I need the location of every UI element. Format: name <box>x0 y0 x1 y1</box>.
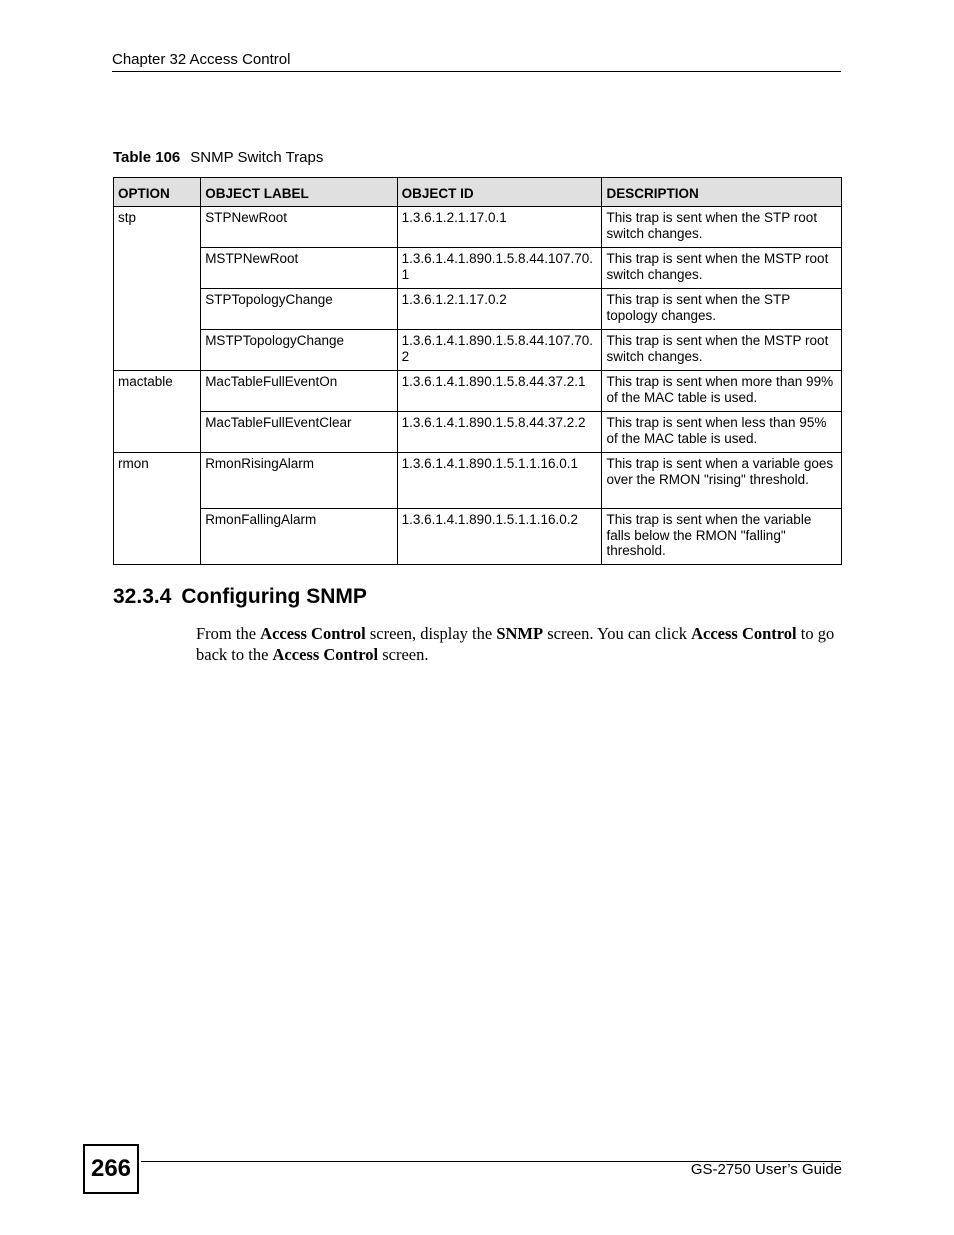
header-divider <box>112 71 841 72</box>
page-number: 266 <box>83 1144 139 1194</box>
table-row <box>114 330 842 371</box>
table-row <box>114 248 842 289</box>
object-id-cell: 1.3.6.1.2.1.17.0.1 <box>397 207 602 248</box>
column-header-object-id: OBJECT ID <box>397 178 602 207</box>
table-row <box>114 371 842 412</box>
paragraph-text: screen, display the <box>365 624 497 643</box>
paragraph-bold-term: Access Control <box>691 624 797 643</box>
table-row <box>114 509 842 565</box>
chapter-header: Chapter 32 Access Control <box>112 51 291 68</box>
table-caption-number: Table 106 <box>113 149 181 166</box>
description-cell: This trap is sent when the MSTP root switch changes. <box>602 330 842 371</box>
table-caption <box>113 149 323 166</box>
object-label-cell: MacTableFullEventOn <box>201 371 397 412</box>
object-label-cell: STPTopologyChange <box>201 289 397 330</box>
object-label-cell: RmonFallingAlarm <box>201 509 397 565</box>
column-header-object-label: OBJECT LABEL <box>201 178 397 207</box>
paragraph-text: screen. <box>378 644 429 664</box>
section-heading <box>113 585 367 609</box>
section-number: 32.3.4 <box>113 585 172 608</box>
object-id-cell: 1.3.6.1.4.1.890.1.5.8.44.37.2.1 <box>397 371 602 412</box>
object-id-cell: 1.3.6.1.2.1.17.0.2 <box>397 289 602 330</box>
description-cell: This trap is sent when the STP topology changes. <box>602 289 842 330</box>
paragraph-text: From the <box>196 624 261 643</box>
snmp-traps-table <box>113 177 842 565</box>
object-label-cell: STPNewRoot <box>201 207 397 248</box>
object-id-cell: 1.3.6.1.4.1.890.1.5.1.1.16.0.2 <box>397 509 602 565</box>
footer-guide-title: GS-2750 User’s Guide <box>690 1161 842 1178</box>
option-cell: rmon <box>114 453 201 565</box>
object-label-cell: MacTableFullEventClear <box>201 412 397 453</box>
object-label-cell: RmonRisingAlarm <box>201 453 397 509</box>
paragraph-bold-term: SNMP <box>496 624 544 643</box>
object-label-cell: MSTPTopologyChange <box>201 330 397 371</box>
table-caption-title: SNMP Switch Traps <box>190 149 324 166</box>
description-cell: This trap is sent when the STP root switch changes. <box>602 207 842 248</box>
table-row <box>114 207 842 248</box>
description-cell: This trap is sent when less than 95% of the MAC table is used. <box>602 412 842 453</box>
table-header-row <box>114 178 842 207</box>
table-row <box>114 289 842 330</box>
table-row <box>114 453 842 509</box>
description-cell: This trap is sent when more than 99% of the MAC table is used. <box>602 371 842 412</box>
paragraph-text: screen. You can click <box>543 624 692 643</box>
table-row <box>114 412 842 453</box>
object-id-cell: 1.3.6.1.4.1.890.1.5.8.44.37.2.2 <box>397 412 602 453</box>
object-id-cell: 1.3.6.1.4.1.890.1.5.8.44.107.70.1 <box>397 248 602 289</box>
column-header-description: DESCRIPTION <box>602 178 842 207</box>
section-title: Configuring SNMP <box>181 585 367 608</box>
paragraph-bold-term: Access Control <box>260 624 366 643</box>
option-cell: stp <box>114 207 201 371</box>
paragraph-text: to go back to the <box>196 624 835 664</box>
body-paragraph <box>196 624 842 665</box>
description-cell: This trap is sent when a variable goes over the RMON "rising" threshold. <box>602 453 842 509</box>
option-cell: mactable <box>114 371 201 453</box>
paragraph-bold-term: Access Control <box>272 644 379 664</box>
object-id-cell: 1.3.6.1.4.1.890.1.5.1.1.16.0.1 <box>397 453 602 509</box>
description-cell: This trap is sent when the MSTP root switch changes. <box>602 248 842 289</box>
description-cell: This trap is sent when the variable falls below the RMON "falling" threshold. <box>602 509 842 565</box>
object-label-cell: MSTPNewRoot <box>201 248 397 289</box>
column-header-option: OPTION <box>114 178 201 207</box>
object-id-cell: 1.3.6.1.4.1.890.1.5.8.44.107.70.2 <box>397 330 602 371</box>
